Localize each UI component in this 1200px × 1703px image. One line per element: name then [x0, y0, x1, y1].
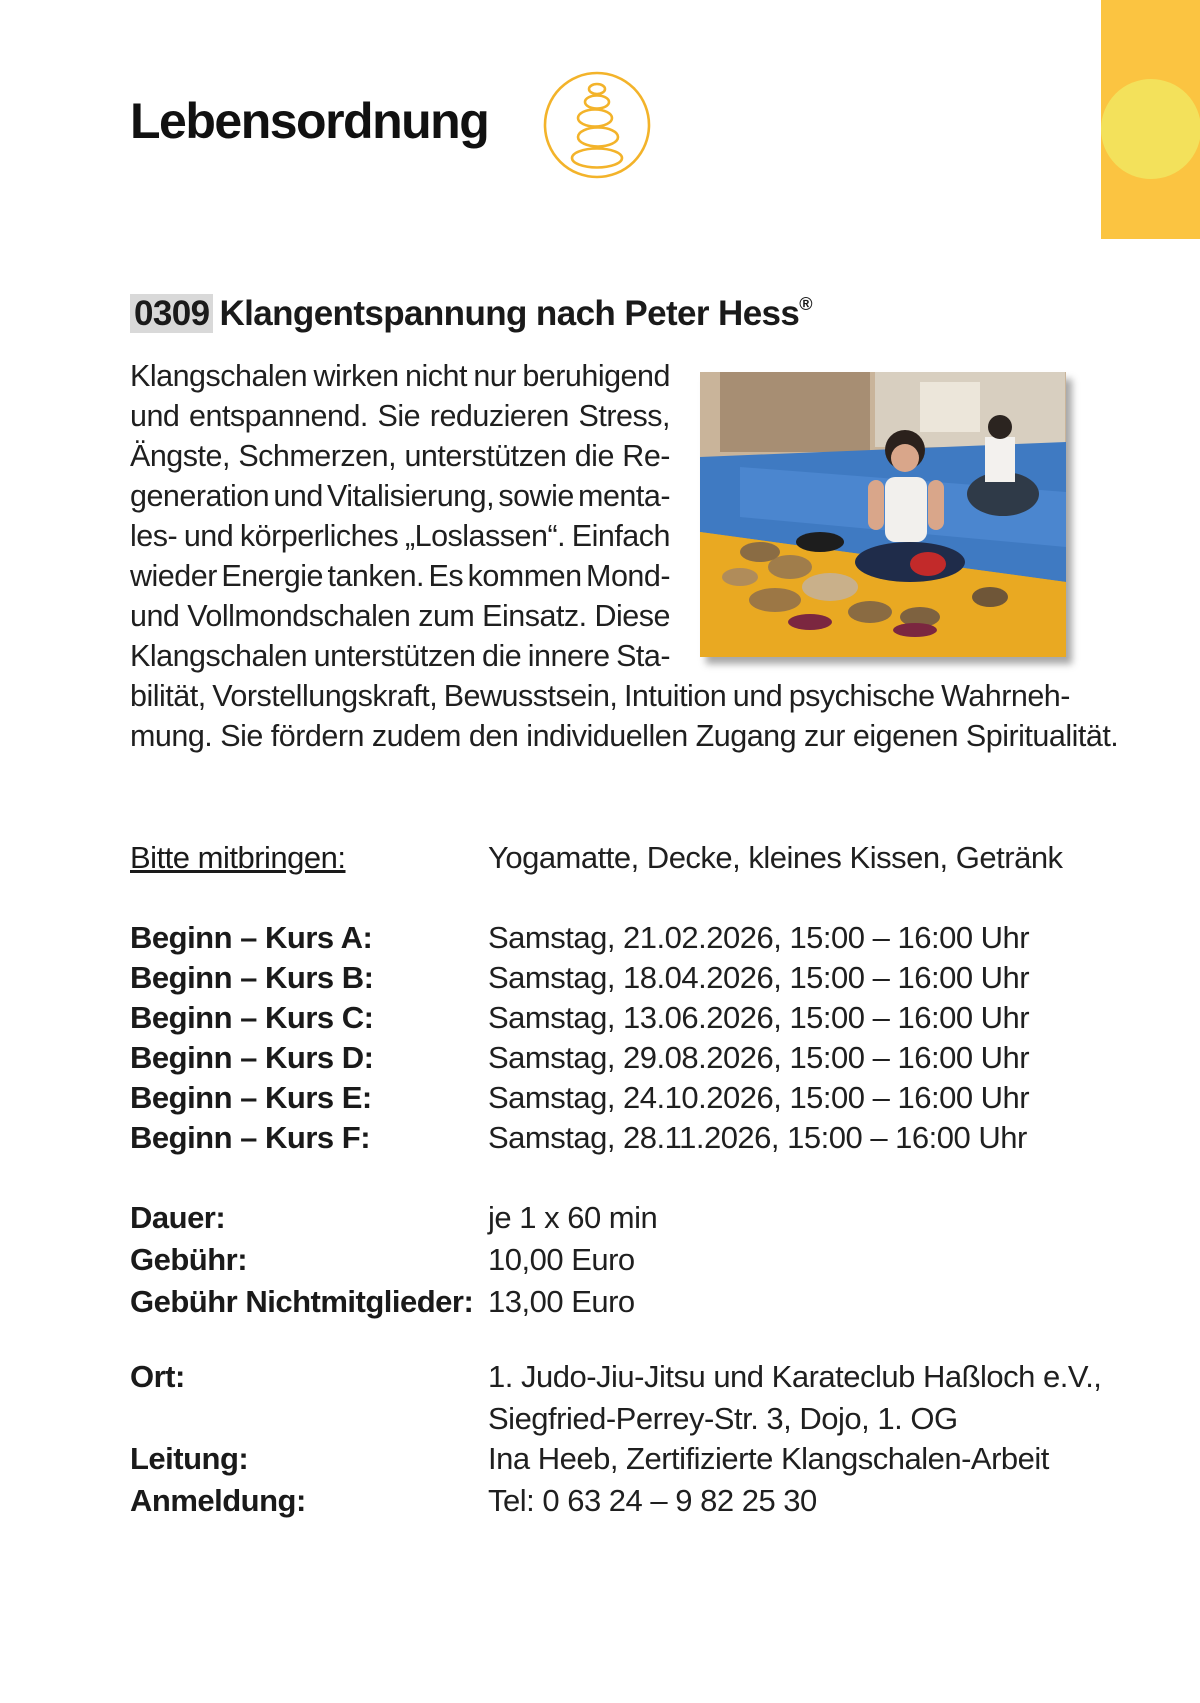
description-line: Klangschalen unterstützen die innere Sta- — [130, 639, 670, 673]
course-start-value: Samstag, 18.04.2026, 15:00 – 16:00 Uhr — [488, 960, 1030, 995]
course-start-label: Beginn – Kurs B: — [130, 960, 374, 995]
fee-label: Gebühr: — [130, 1242, 248, 1277]
course-start-value: Samstag, 13.06.2026, 15:00 – 16:00 Uhr — [488, 1000, 1030, 1035]
description-line: les- und körperliches „Loslassen“. Einfach — [130, 519, 670, 553]
location-value-line1: 1. Judo-Jiu-Jitsu und Karateclub Haßloch e.V., — [488, 1359, 1102, 1394]
trademark-symbol: ® — [799, 294, 812, 314]
description-line: mung. Sie fördern zudem den individuellen Zugang zur eigenen Spiritualität. — [130, 719, 1119, 753]
corner-accent-tab — [1101, 0, 1200, 239]
description-line: bilität, Vorstellungskraft, Bewusstsein, Intuition und psychische Wahrneh- — [130, 679, 1070, 713]
corner-accent-circle — [1101, 79, 1200, 179]
course-start-label: Beginn – Kurs D: — [130, 1040, 374, 1075]
duration-label: Dauer: — [130, 1200, 226, 1235]
course-start-label: Beginn – Kurs F: — [130, 1120, 371, 1155]
bring-value: Yogamatte, Decke, kleines Kissen, Getränk — [488, 840, 1063, 875]
course-title: Klangentspannung nach Peter Hess — [219, 294, 800, 333]
course-start-label: Beginn – Kurs A: — [130, 920, 373, 955]
course-start-label: Beginn – Kurs E: — [130, 1080, 372, 1115]
description-line: Klangschalen wirken nicht nur beruhigend — [130, 359, 670, 393]
description-line: Ängste, Schmerzen, unterstützen die Re- — [130, 439, 670, 473]
course-start-value: Samstag, 21.02.2026, 15:00 – 16:00 Uhr — [488, 920, 1030, 955]
course-start-value: Samstag, 29.08.2026, 15:00 – 16:00 Uhr — [488, 1040, 1030, 1075]
fee-value: 10,00 Euro — [488, 1242, 635, 1277]
instructor-value: Ina Heeb, Zertifizierte Klangschalen-Arbeit — [488, 1441, 1049, 1476]
course-description — [130, 356, 1119, 756]
course-start-label: Beginn – Kurs C: — [130, 1000, 374, 1035]
section-title: Lebensordnung — [130, 93, 489, 149]
registration-value: Tel: 0 63 24 – 9 82 25 30 — [488, 1483, 817, 1518]
instructor-label: Leitung: — [130, 1441, 249, 1476]
course-start-value: Samstag, 28.11.2026, 15:00 – 16:00 Uhr — [488, 1120, 1027, 1155]
description-line: und Vollmondschalen zum Einsatz. Diese — [130, 599, 670, 633]
registration-label: Anmeldung: — [130, 1483, 306, 1518]
course-number: 0309 — [130, 294, 213, 333]
stacked-stones-icon — [542, 70, 652, 180]
fee-nonmember-value: 13,00 Euro — [488, 1284, 635, 1319]
course-start-value: Samstag, 24.10.2026, 15:00 – 16:00 Uhr — [488, 1080, 1030, 1115]
description-line: wieder Energie tanken. Es kommen Mond- — [130, 559, 670, 593]
description-line: generation und Vitalisierung, sowie menta- — [130, 479, 670, 513]
duration-value: je 1 x 60 min — [488, 1200, 658, 1235]
description-line: und entspannend. Sie reduzieren Stress, — [130, 399, 670, 433]
course-heading — [130, 294, 812, 334]
bring-label: Bitte mitbringen: — [130, 840, 346, 875]
location-value-line2: Siegfried-Perrey-Str. 3, Dojo, 1. OG — [488, 1401, 958, 1436]
location-label: Ort: — [130, 1359, 185, 1394]
fee-nonmember-label: Gebühr Nichtmitglieder: — [130, 1284, 474, 1319]
